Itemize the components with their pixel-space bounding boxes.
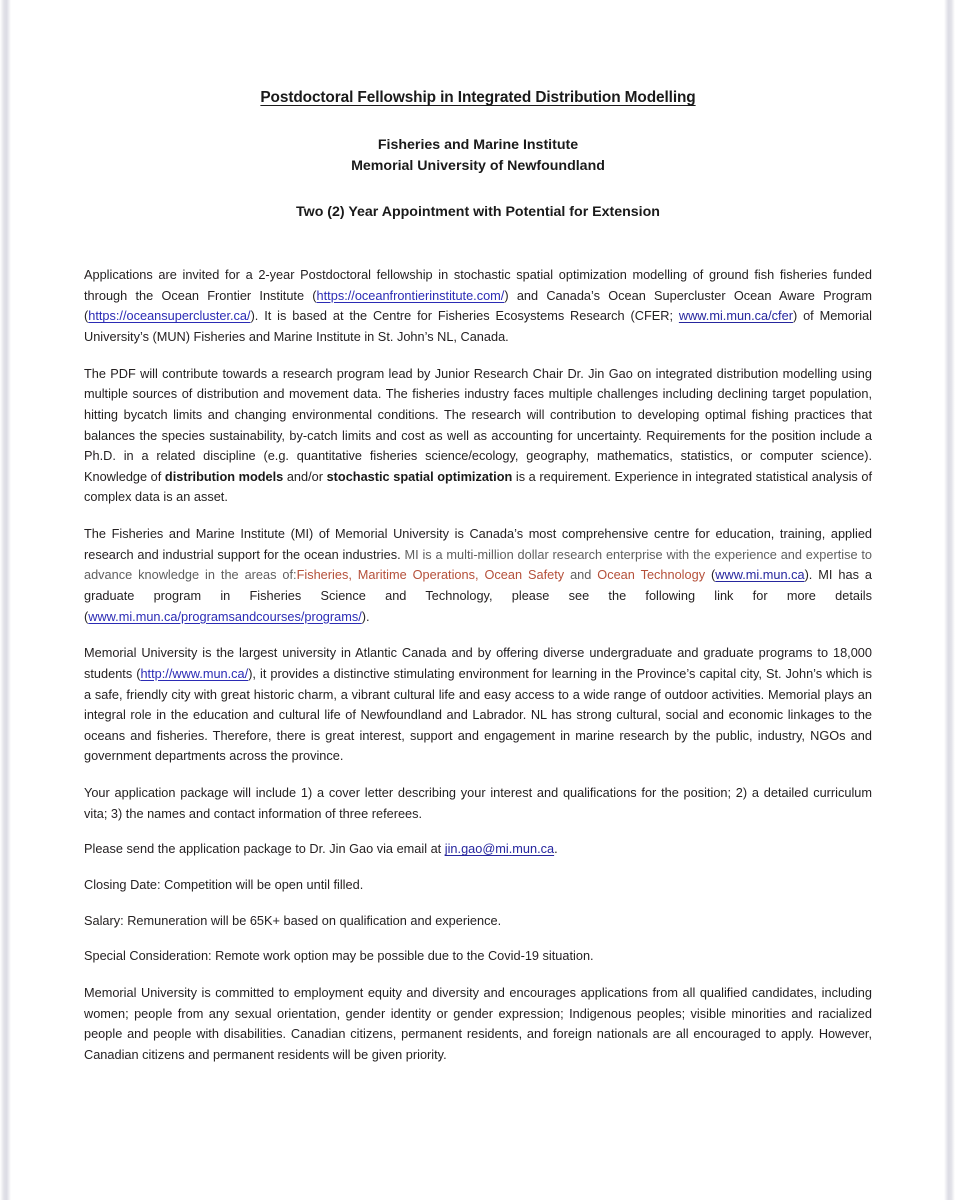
paragraph-special-consideration: Special Consideration: Remote work option may be possible due to the Covid-19 situation. xyxy=(84,948,594,964)
page-left-gutter xyxy=(0,0,11,1200)
supercluster-link[interactable]: https://oceansupercluster.ca/ xyxy=(88,308,251,324)
p1-part3: ). It is based at the Centre for Fisheries Ecosystems Research (CFER; xyxy=(250,308,679,324)
p4-part1: Memorial University is the largest university in Atlantic Canada and by offering diverse undergraduate and graduate programs to 18,000 students ( xyxy=(84,645,872,681)
p2-part2: and/or xyxy=(283,468,327,484)
p3-rust-areas-2: Ocean Technology xyxy=(597,567,706,583)
paragraph-overview xyxy=(84,220,872,348)
mun-link[interactable]: http://www.mun.ca/ xyxy=(140,665,249,681)
p6-part1: Please send the application package to Dr. Jin Gao via email at xyxy=(84,841,445,857)
mi-link[interactable]: www.mi.mun.ca xyxy=(715,567,805,583)
institute-name: Fisheries and Marine Institute xyxy=(377,137,579,153)
document-content xyxy=(84,0,872,1200)
paragraph-research-program xyxy=(84,348,872,508)
paragraph-salary: Salary: Remuneration will be 65K+ based on qualification and experience. xyxy=(84,912,502,928)
p3-part1: The Fisheries and Marine Institute (MI) of Memorial University is Canada’s most comprehensive centre for education, training, applied research and industrial support for the ocean industries. xyxy=(84,526,872,562)
p2-bold-distribution-models: distribution models xyxy=(164,468,284,484)
p2-bold-stochastic-optimization: stochastic spatial optimization xyxy=(326,468,513,484)
paragraph-contact xyxy=(84,824,872,860)
p4-part2: ), it provides a distinctive stimulating environment for learning in the Province’s capital city, St. John’s which is a safe, friendly city with great historic charm, a vibrant cultural life and easy access to a wide range of outdoor activities. Memorial plays an integral role in the education and cultural life of Newfoundland and Labrador. NL has strong cultural, social and economic linkages to the oceans and fisheries. Therefore, there is great interest, support and engagement in marine research by the public, industry, NGOs and government departments across the province. xyxy=(84,665,872,764)
p2-part3: is a requirement. Experience in integrated statistical analysis of complex data is an asset. xyxy=(84,468,872,505)
p3-part4: ). xyxy=(361,608,370,624)
p1-part1: Applications are invited for a 2-year Postdoctoral fellowship in stochastic spatial optimization modelling of ground fish fisheries funded through the Ocean Frontier Institute ( xyxy=(84,267,872,303)
p2-part1: The PDF will contribute towards a research program lead by Junior Research Chair Dr. Jin Gao on integrated distribution modelling using multiple sources of distribution and movement data. The fisheries industry faces multiple challenges including declining target population, hitting bycatch limits and changing environmental conditions. The research will contribution to developing optimal fishing practices that balances the species sustainability, by-catch limits and cost as well as accounting for uncertainty. Requirements for the position include a Ph.D. in a related discipline (e.g. quantitative fisheries science/ecology, geography, mathematics, statistics, or computer science). Knowledge of xyxy=(84,365,872,484)
paragraph-closing-date: Closing Date: Competition will be open until filled. xyxy=(84,877,364,893)
p1-part2: ) and Canada’s Ocean Supercluster Ocean Aware Program ( xyxy=(84,287,872,324)
page-title xyxy=(84,0,872,107)
cfer-link[interactable]: www.mi.mun.ca/cfer xyxy=(678,308,793,324)
p1-part4: ) of Memorial University’s (MUN) Fisheries and Marine Institute in St. John’s NL, Canada. xyxy=(84,308,873,344)
p3-gray1: MI is a multi-million dollar research enterprise with the experience and expertise to advance knowledge in the areas of: xyxy=(84,546,872,583)
page-right-gutter xyxy=(944,0,955,1200)
paragraph-memorial-university xyxy=(84,627,872,767)
p6-part2: . xyxy=(554,841,558,857)
paragraph-equity-statement: Memorial University is committed to employment equity and diversity and encourages applications from all qualified candidates, including women; people from any sexual orientation, gender identity or gender expression; Indigenous peoples; visible minorities and racialized people and people with disabilities. Canadian citizens, permanent residents, and foreign nationals are all encouraged to apply. However, Canadian citizens and permanent residents will be given priority. xyxy=(84,984,872,1062)
institution-heading xyxy=(84,107,872,177)
p3-part3: ). MI has a graduate program in Fisheries Science and Technology, please see the following link for more details ( xyxy=(84,567,872,624)
page-title-text: Postdoctoral Fellowship in Integrated Distribution Modelling xyxy=(260,89,696,106)
p3-part2: ( xyxy=(705,567,716,583)
paragraph-marine-institute xyxy=(84,508,872,627)
appointment-heading: Two (2) Year Appointment with Potential for Extension xyxy=(296,204,660,221)
ofi-link[interactable]: https://oceanfrontierinstitute.com/ xyxy=(316,287,505,303)
university-name: Memorial University of Newfoundland xyxy=(351,158,605,175)
email-link[interactable]: jin.gao@mi.mun.ca xyxy=(444,841,555,857)
p3-gray2: and xyxy=(564,567,598,583)
programs-link[interactable]: www.mi.mun.ca/programsandcourses/programs/ xyxy=(88,608,362,624)
paragraph-application-package: Your application package will include 1) a cover letter describing your interest and qualifications for the position; 2) a detailed curriculum vita; 3) the names and contact information of three referees. xyxy=(84,785,872,821)
p3-rust-areas-1: Fisheries, Maritime Operations, Ocean Safety xyxy=(296,567,565,583)
